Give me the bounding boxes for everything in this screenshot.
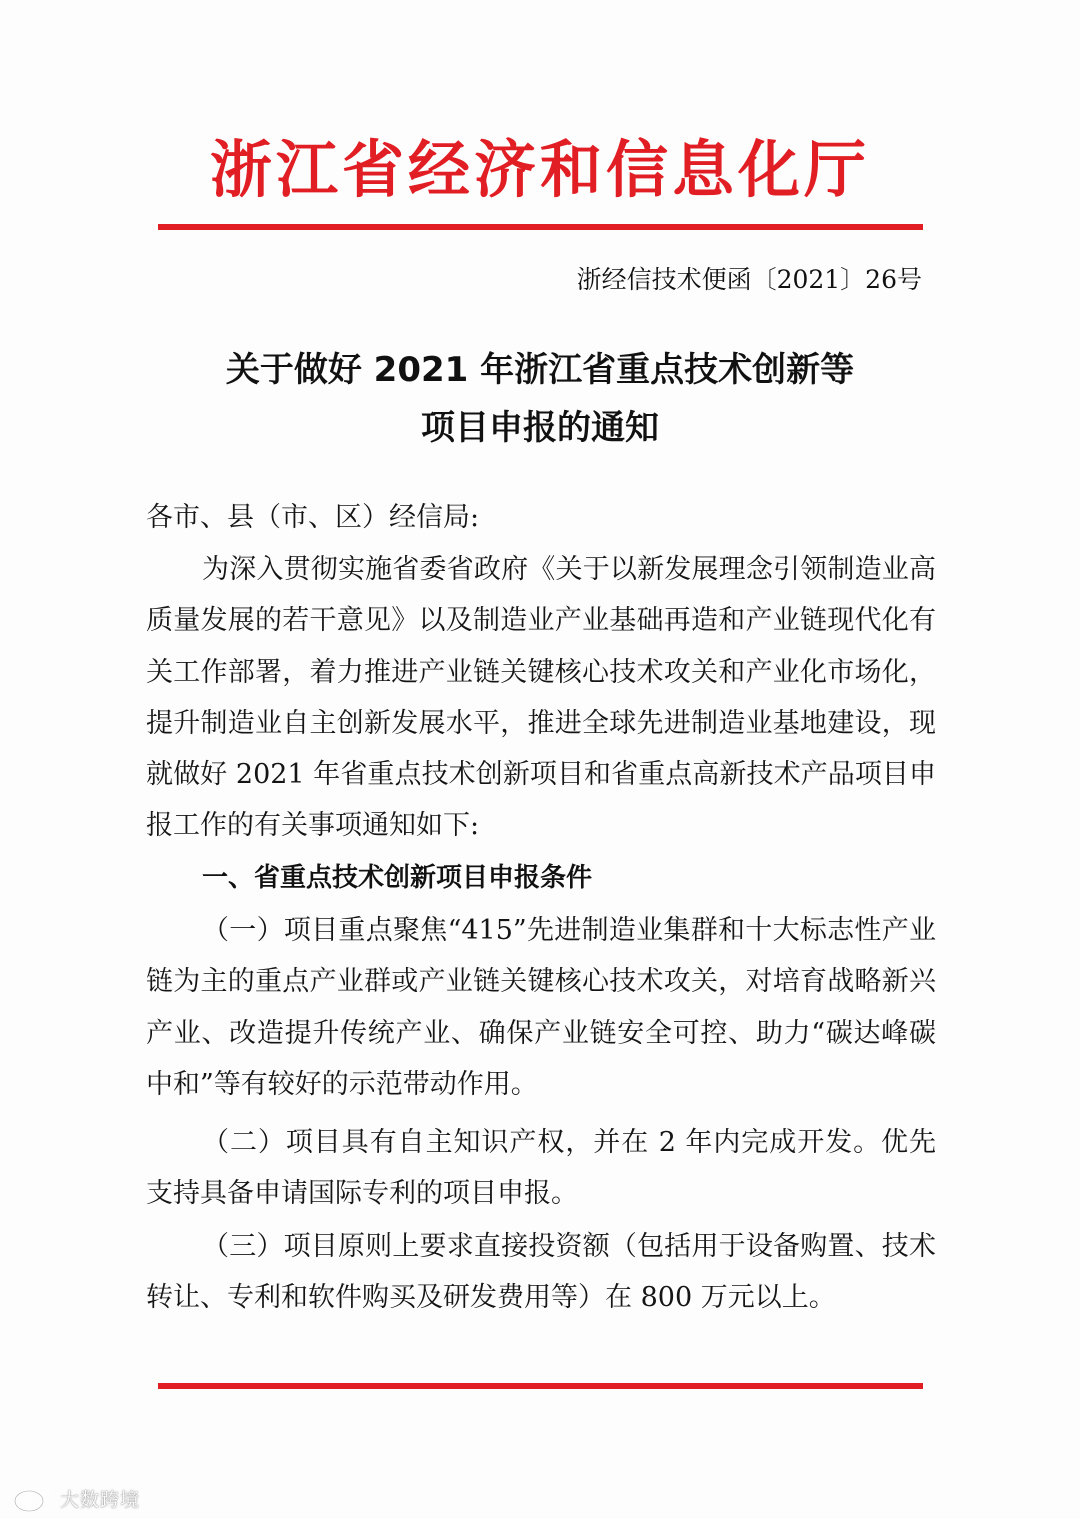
footer-red-rule [158, 1383, 923, 1389]
watermark-text: 大数跨境 [60, 1488, 141, 1511]
condition-item-1: （一）项目重点聚焦“415”先进制造业集群和十大标志性产业链为主的重点产业群或产业链关键核心技术攻关，对培育战略新兴产业、改造提升传统产业、确保产业链安全可控、助力“碳达峰碳中和”等有较好的示范带动作用。 [146, 915, 936, 1100]
weibo-logo-icon [12, 1483, 54, 1513]
document-title-line2: 项目申报的通知 [421, 408, 659, 448]
letterhead-issuer: 浙江省经济和信息化厅 [209, 133, 870, 206]
watermark [12, 1483, 140, 1513]
letterhead-red-rule [158, 224, 923, 230]
condition-item-2: （二）项目具有自主知识产权，并在 2 年内完成开发。优先支持具备申请国际专利的项目申报。 [146, 1127, 936, 1210]
section-heading: 一、省重点技术创新项目申报条件 [202, 863, 593, 893]
salutation: 各市、县（市、区）经信局: [146, 502, 480, 533]
document-number: 浙经信技术便函〔2021〕26号 [576, 265, 922, 294]
intro-paragraph: 为深入贯彻实施省委省政府《关于以新发展理念引领制造业高质量发展的若干意见》以及制造业产业基础再造和产业链现代化有关工作部署，着力推进产业链关键核心技术攻关和产业化市场化，提升制造业自主创新发展水平，推进全球先进制造业基地建设，现就做好 2021 年省重点技术创新项目和省重点高新技术产品项目申报工作的有关事项通知如下: [146, 554, 936, 842]
condition-item-3: （三）项目原则上要求直接投资额（包括用于设备购置、技术转让、专利和软件购买及研发费用等）在 800 万元以上。 [146, 1231, 936, 1314]
document-title-line1: 关于做好 2021 年浙江省重点技术创新等 [225, 350, 855, 390]
